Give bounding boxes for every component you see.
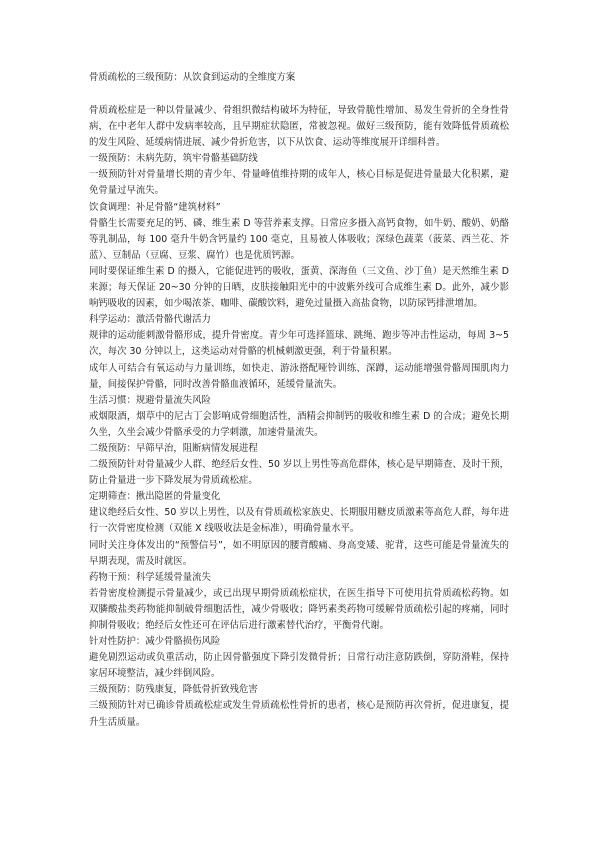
- secondary-prevention-intro: 二级预防针对骨量减少人群、绝经后女性、50 岁以上男性等高危群体，核心是早期筛查、及时干预，防止骨量进一步下降发展为骨质疏松症。: [89, 459, 509, 487]
- subheading-exercise: 科学运动：激活骨骼代谢活力: [89, 314, 211, 326]
- subheading-protection: 针对性防护：减少骨骼损伤风险: [89, 636, 221, 648]
- screening-paragraph-signals: 同时关注身体发出的“预警信号”，如不明原因的腰背酸痛、身高变矮、驼背，这些可能是骨量流失的早期表现，需及时就医。: [89, 539, 509, 567]
- tertiary-prevention-intro: 三级预防针对已确诊骨质疏松症或发生骨质疏松性骨折的患者，核心是预防再次骨折，促进康复，提升生活质量。: [89, 700, 509, 728]
- subheading-screening: 定期筛查：揪出隐匿的骨量变化: [89, 491, 221, 503]
- section-heading-primary-prevention: 一级预防：未病先防，筑牢骨骼基础防线: [89, 153, 258, 165]
- medication-paragraph: 若骨密度检测提示骨量减少，或已出现早期骨质疏松症状，在医生指导下可使用抗骨质疏松药物。如双膦酸盐类药物能抑制破骨细胞活性，减少骨吸收；降钙素类药物可缓解骨质疏松引起的疼痛，同时抑制骨吸收；绝经后女性还可在评估后进行激素替代治疗，平衡骨代谢。: [89, 587, 509, 631]
- screening-paragraph-density: 建议绝经后女性、50 岁以上男性，以及有骨质疏松家族史、长期服用糖皮质激素等高危人群，每年进行一次骨密度检测（双能 X 线吸收法是金标准），明确骨量水平。: [89, 507, 509, 535]
- intro-paragraph: 骨质疏松症是一种以骨量减少、骨组织微结构破坏为特征，导致骨脆性增加、易发生骨折的全身性骨病，在中老年人群中发病率较高，且早期症状隐匿，常被忽视。做好三级预防，能有效降低骨质疏松的发生风险、延缓病情进展、减少骨折危害，以下从饮食、运动等维度展开详细科普。: [89, 105, 509, 149]
- protection-paragraph: 避免剧烈运动或负重活动，防止因骨骼强度下降引发微骨折；日常行动注意防跌倒，穿防滑鞋，保持家居环境整洁，减少绊倒风险。: [89, 652, 509, 680]
- section-heading-secondary-prevention: 二级预防：早筛早治，阻断病情发展进程: [89, 442, 258, 454]
- exercise-paragraph-youth: 规律的运动能刺激骨骼形成，提升骨密度。青少年可选择篮球、跳绳、跑步等冲击性运动，每周 3~5 次，每次 30 分钟以上，这类运动对骨骼的机械刺激更强，利于骨量积累。: [89, 330, 509, 358]
- document-body: [89, 103, 509, 731]
- diet-paragraph-vitamin-d: 同时要保证维生素 D 的摄入，它能促进钙的吸收，蛋黄、深海鱼（三文鱼、沙丁鱼）是天然维生素 D 来源；每天保证 20~30 分钟的日晒，皮肤接触阳光中的中波紫外线可合成维生素 D。此外，减少影响钙吸收的因素，如少喝浓茶、咖啡、碳酸饮料，避免过量摄入高盐食物，以防尿钙排泄增加。: [89, 265, 509, 310]
- document-title: 骨质疏松的三级预防：从饮食到运动的全维度方案: [89, 72, 296, 83]
- primary-prevention-intro: 一级预防针对骨量增长期的青少年、骨量峰值维持期的成年人，核心目标是促进骨量最大化积累，避免骨量过早流失。: [89, 169, 509, 197]
- subheading-lifestyle: 生活习惯：规避骨量流失风险: [89, 394, 211, 406]
- lifestyle-paragraph: 戒烟限酒，烟草中的尼古丁会影响成骨细胞活性，酒精会抑制钙的吸收和维生素 D 的合成；避免长期久坐，久坐会减少骨骼承受的力学刺激，加速骨量流失。: [89, 410, 509, 438]
- section-heading-tertiary-prevention: 三级预防：防残康复，降低骨折致残危害: [89, 684, 258, 696]
- subheading-medication: 药物干预：科学延缓骨量流失: [89, 571, 211, 583]
- exercise-paragraph-adult: 成年人可结合有氧运动与力量训练，如快走、游泳搭配哑铃训练、深蹲，运动能增强骨骼周围肌肉力量，间接保护骨骼，同时改善骨骼血液循环，延缓骨量流失。: [89, 362, 509, 390]
- diet-paragraph-calcium: 骨骼生长需要充足的钙、磷、维生素 D 等营养素支撑。日常应多摄入高钙食物，如牛奶、酸奶、奶酪等乳制品，每 100 毫升牛奶含钙量约 100 毫克，且易被人体吸收；深绿色蔬菜（菠菜、西兰花、芥蓝）、豆制品（豆腐、豆浆、腐竹）也是优质钙源。: [89, 217, 509, 261]
- subheading-diet: 饮食调理：补足骨骼“建筑材料”: [89, 201, 221, 213]
